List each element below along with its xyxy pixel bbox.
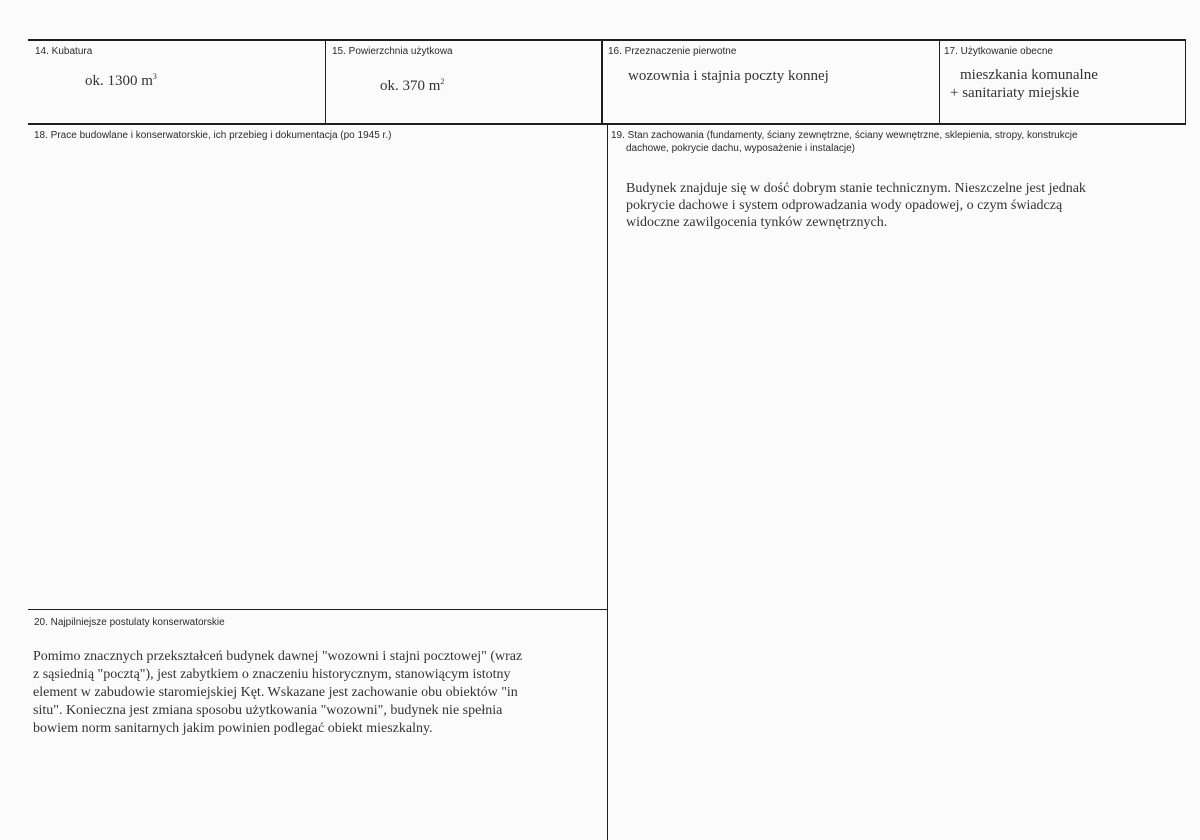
field14-label: 14. Kubatura [35,46,93,57]
center-divider [607,124,608,840]
field20-text-line2: z sąsiednią "pocztą"), jest zabytkiem o znaczeniu historycznym, stanowiącym istotny [33,667,511,682]
field19-label-line2: dachowe, pokrycie dachu, wyposażenie i instalacje) [626,143,856,154]
field17-value-line2: + sanitariaty miejskie [950,85,1080,101]
field19-text-line2: pokrycie dachowe i system odprowadzania wody opadowej, o czym świadczą [626,198,1063,213]
field15-label: 15. Powierzchnia użytkowa [332,46,453,57]
field19-label-line1: 19. Stan zachowania (fundamenty, ściany zewnętrzne, ściany wewnętrzne, sklepienia, stropy, konstrukcje [611,130,1078,141]
field20-top-border [28,609,608,610]
top-border [28,39,1186,41]
divider-16-17 [939,39,940,124]
field14-value-text: ok. 1300 m [85,73,153,89]
field16-label: 16. Przeznaczenie pierwotne [608,46,737,57]
field20-text-line5: bowiem norm sanitarnych jakim powinien podlegać obiekt mieszkalny. [33,721,433,736]
field17-value-line1: mieszkania komunalne [960,67,1098,83]
field18-label: 18. Prace budowlane i konserwatorskie, ich przebieg i dokumentacja (po 1945 r.) [34,130,392,141]
field17-label: 17. Użytkowanie obecne [944,46,1053,57]
field19-text-line1: Budynek znajduje się w dość dobrym stanie technicznym. Nieszczelne jest jednak [626,181,1086,196]
field15-value [380,77,444,95]
field15-value-text: ok. 370 m [380,78,441,94]
field16-value: wozownia i stajnia poczty konnej [628,68,829,84]
field20-label: 20. Najpilniejsze postulaty konserwatorskie [34,617,225,628]
field20-text-line1: Pomimo znacznych przekształceń budynek dawnej "wozowni i stajni pocztowej" (wraz [33,649,523,664]
field20-text-line3: element w zabudowie staromiejskiej Kęt. Wskazane jest zachowanie obu obiektów "in [33,685,518,700]
field14-value [85,72,157,90]
field15-unit-exponent: 2 [440,77,445,86]
field14-unit-exponent: 3 [152,72,157,81]
right-border [1185,39,1186,125]
field20-text-line4: situ". Konieczna jest zmiana sposobu użytkowania "wozowni", budynek nie spełnia [33,703,503,718]
divider-14-15 [325,39,326,124]
field19-text-line3: widoczne zawilgocenia tynków zewnętrznych. [626,215,888,230]
divider-15-16 [601,39,603,124]
